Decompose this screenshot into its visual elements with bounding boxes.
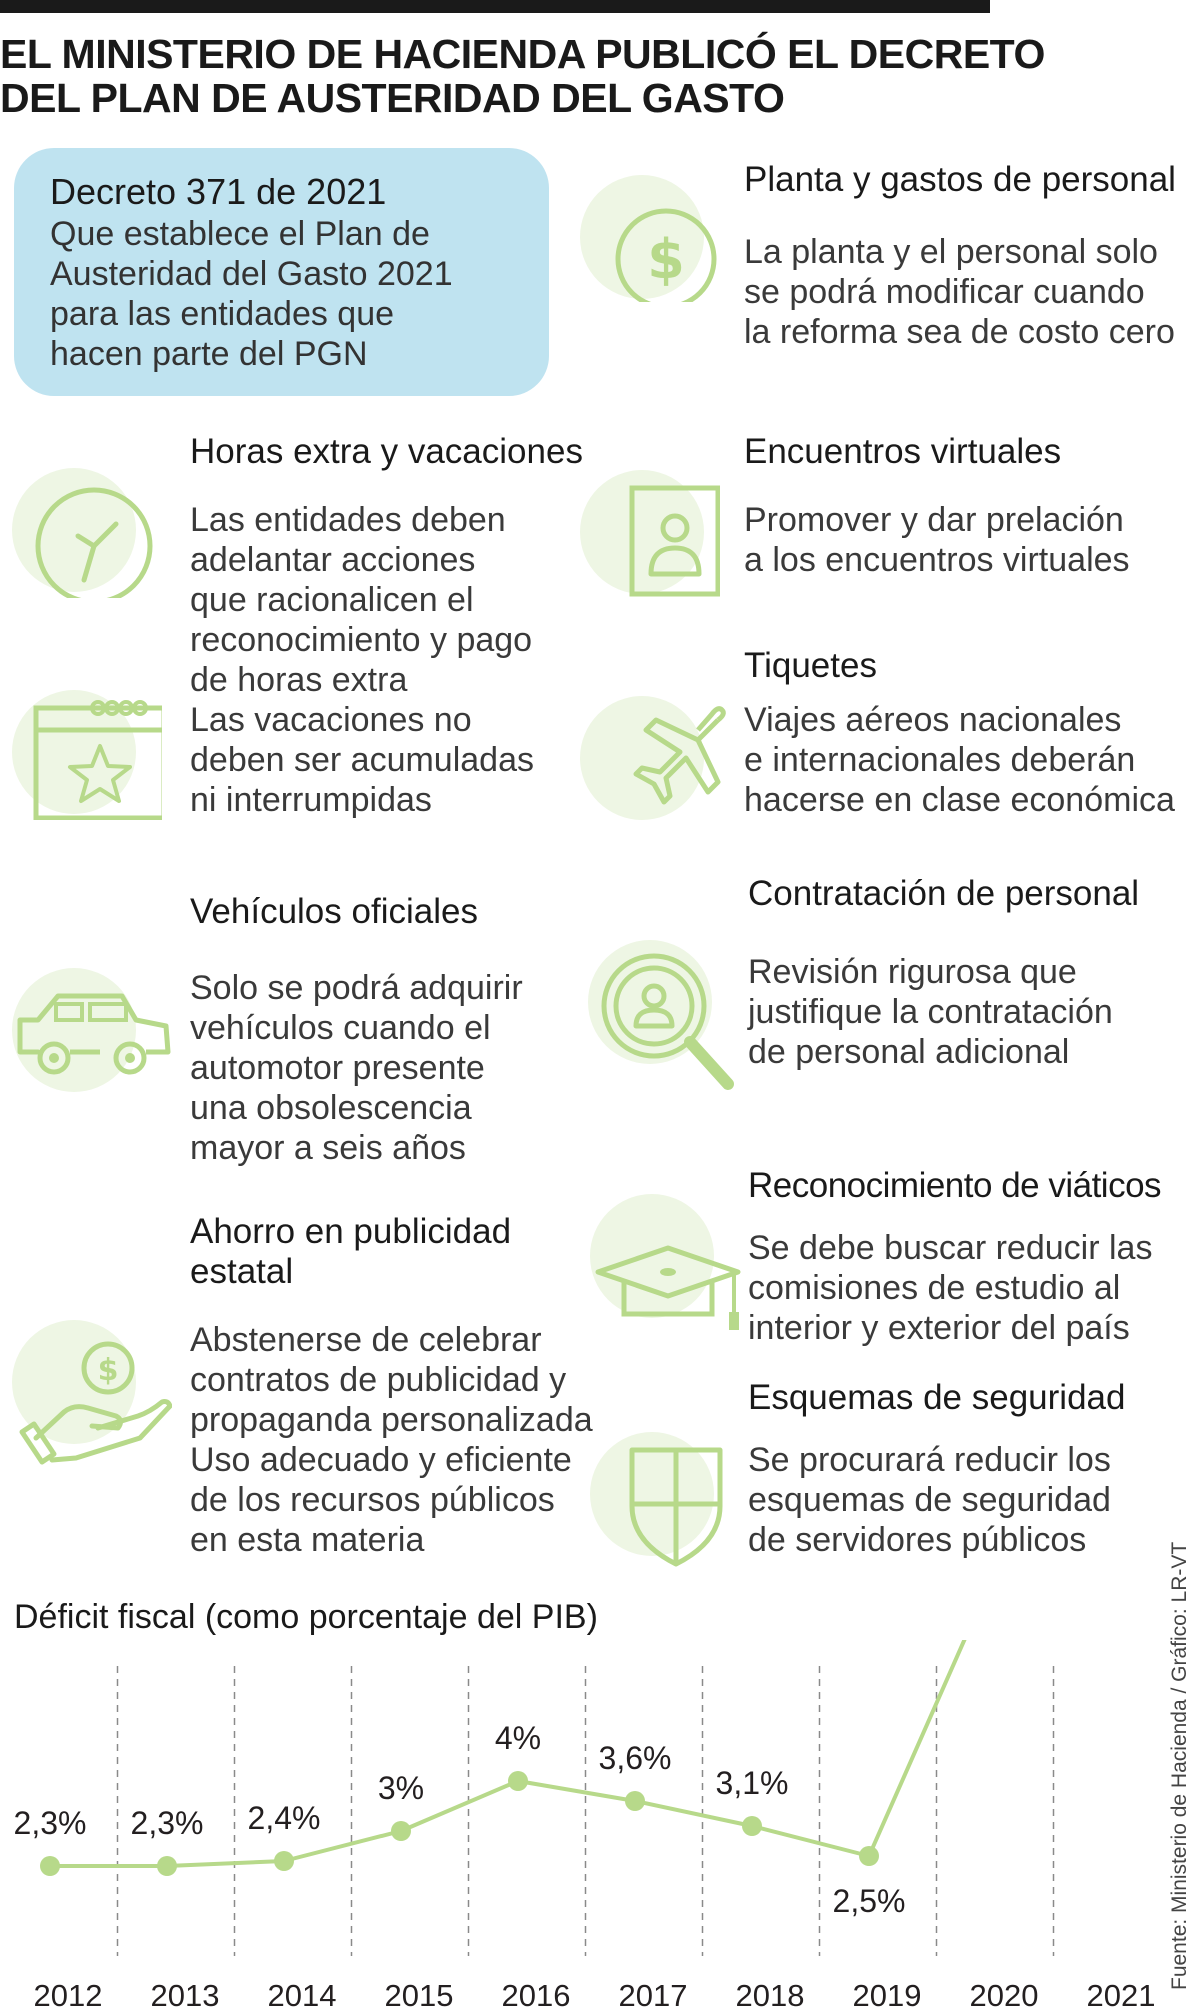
x-tick-label: 2017 [618,1978,688,2012]
item-line: reconocimiento y pago [190,621,533,659]
data-point [625,1791,645,1811]
svg-text:$: $ [647,228,685,291]
decree-text [50,214,529,374]
x-tick-label: 2015 [384,1978,454,2012]
item-heading: Planta y gastos de personal [744,160,1176,199]
item-heading-line: Ahorro en publicidad [190,1212,512,1251]
page-title-line: EL MINISTERIO DE HACIENDA PUBLICÓ EL DECRETO [0,31,1045,77]
item-body [744,700,1194,820]
item-line: propaganda personalizada [190,1401,593,1439]
item-body [748,1228,1188,1348]
graduation-cap-icon [590,1194,750,1344]
item-line: Revisión rigurosa que [748,953,1077,991]
item-line: Promover y dar prelación [744,501,1124,539]
x-tick-label: 2018 [735,1978,805,2012]
source-credit: Fuente: Ministerio de Hacienda / Gráfico: LR-VT [1168,1541,1191,1990]
data-point [508,1771,528,1791]
item-heading: Reconocimiento de viáticos [748,1166,1162,1205]
decree-line: Austeridad del Gasto 2021 [50,255,453,293]
x-tick-label: 2013 [150,1978,220,2012]
item-heading: Tiquetes [744,646,877,685]
item-line: automotor presente [190,1049,485,1087]
item-contratacion [748,874,1188,1072]
item-line: ni interrumpidas [190,781,432,819]
page-title-line: DEL PLAN DE AUSTERIDAD DEL GASTO [0,75,785,121]
data-label: 4% [494,1720,542,1756]
x-tick-label: 2012 [33,1978,103,2012]
item-body [744,500,1194,580]
item-planta [744,160,1194,352]
data-label: 2,3% [130,1805,204,1841]
item-line: Las vacaciones no [190,701,472,739]
item-line: comisiones de estudio al [748,1269,1121,1307]
item-horas [190,432,610,820]
decree-line: para las entidades que [50,295,395,333]
dollar-icon [580,172,720,302]
item-body [190,500,610,820]
item-vehiculos [190,892,610,1168]
item-heading: Esquemas de seguridad [748,1378,1126,1417]
decree-box [14,148,549,396]
item-heading: Encuentros virtuales [744,432,1062,471]
item-heading: Contratación de personal [748,874,1140,913]
decree-line: Que establece el Plan de [50,215,430,253]
item-line: que racionalicen el [190,581,474,619]
svg-text:$: $ [97,1353,119,1388]
item-line: Se procurará reducir los [748,1441,1111,1479]
decree-title: Decreto 371 de 2021 [50,171,387,212]
item-line: Uso adecuado y eficiente [190,1441,572,1479]
item-publicidad [190,1212,610,1560]
item-line: adelantar acciones [190,541,476,579]
item-line: Solo se podrá adquirir [190,969,523,1007]
item-body [748,952,1188,1072]
data-label: 3% [377,1770,425,1806]
item-line: Abstenerse de celebrar [190,1321,542,1359]
top-rule [0,0,990,13]
data-point [157,1856,177,1876]
item-seguridad [748,1378,1188,1560]
data-label: 3,6% [598,1740,672,1776]
item-line: a los encuentros virtuales [744,541,1130,579]
item-line: deben ser acumuladas [190,741,535,779]
shield-icon [590,1424,730,1574]
data-label: 2,4% [247,1800,321,1836]
item-heading: Horas extra y vacaciones [190,432,583,471]
item-line: una obsolescencia [190,1089,472,1127]
item-line: mayor a seis años [190,1129,466,1167]
item-heading: Vehículos oficiales [190,892,478,931]
item-line: interior y exterior del país [748,1309,1130,1347]
data-label: 2,3% [13,1805,87,1841]
item-line: e internacionales deberán [744,741,1136,779]
decree-line: hacen parte del PGN [50,335,368,373]
series-line [50,1640,1103,1866]
deficit-chart [0,1640,1200,2012]
item-line: de los recursos públicos [190,1481,555,1519]
x-tick-label: 2016 [501,1978,571,2012]
item-body [190,1320,610,1560]
item-line: La planta y el personal solo [744,233,1158,271]
data-point [742,1816,762,1836]
item-heading [190,1212,610,1292]
car-icon [12,950,172,1100]
page-title [0,32,1060,120]
item-line: vehículos cuando el [190,1009,491,1047]
item-line: de horas extra [190,661,408,699]
x-tick-label: 2019 [852,1978,922,2012]
x-tick-label: 2014 [267,1978,337,2012]
data-point [391,1821,411,1841]
calendar-star-icon [12,690,162,820]
data-point [40,1856,60,1876]
item-body [190,968,610,1168]
clock-icon [12,468,162,598]
item-line: la reforma sea de costo cero [744,313,1175,351]
hand-coin-icon [12,1320,172,1470]
item-line: justifique la contratación [748,993,1113,1031]
item-line: esquemas de seguridad [748,1481,1111,1519]
item-line: de personal adicional [748,1033,1070,1071]
item-line: se podrá modificar cuando [744,273,1145,311]
item-viaticos [748,1166,1188,1348]
item-encuentros [744,432,1194,580]
data-label: 2,5% [832,1883,906,1919]
item-line: contratos de publicidad y [190,1361,567,1399]
item-body [748,1440,1188,1560]
item-body [744,232,1194,352]
item-heading-line: estatal [190,1252,294,1291]
item-line: Viajes aéreos nacionales [744,701,1122,739]
x-tick-label: 2021 [1086,1978,1156,2012]
data-point [274,1851,294,1871]
chart-title: Déficit fiscal (como porcentaje del PIB) [14,1598,598,1636]
item-line: en esta materia [190,1521,425,1559]
data-point [859,1846,879,1866]
item-line: de servidores públicos [748,1521,1087,1559]
item-line: Las entidades deben [190,501,506,539]
data-label: 3,1% [715,1765,789,1801]
item-line: Se debe buscar reducir las [748,1229,1153,1267]
item-line: hacerse en clase económica [744,781,1175,819]
item-tiquetes [744,646,1194,820]
x-tick-label: 2020 [969,1978,1039,2012]
magnifier-user-icon [588,940,738,1100]
